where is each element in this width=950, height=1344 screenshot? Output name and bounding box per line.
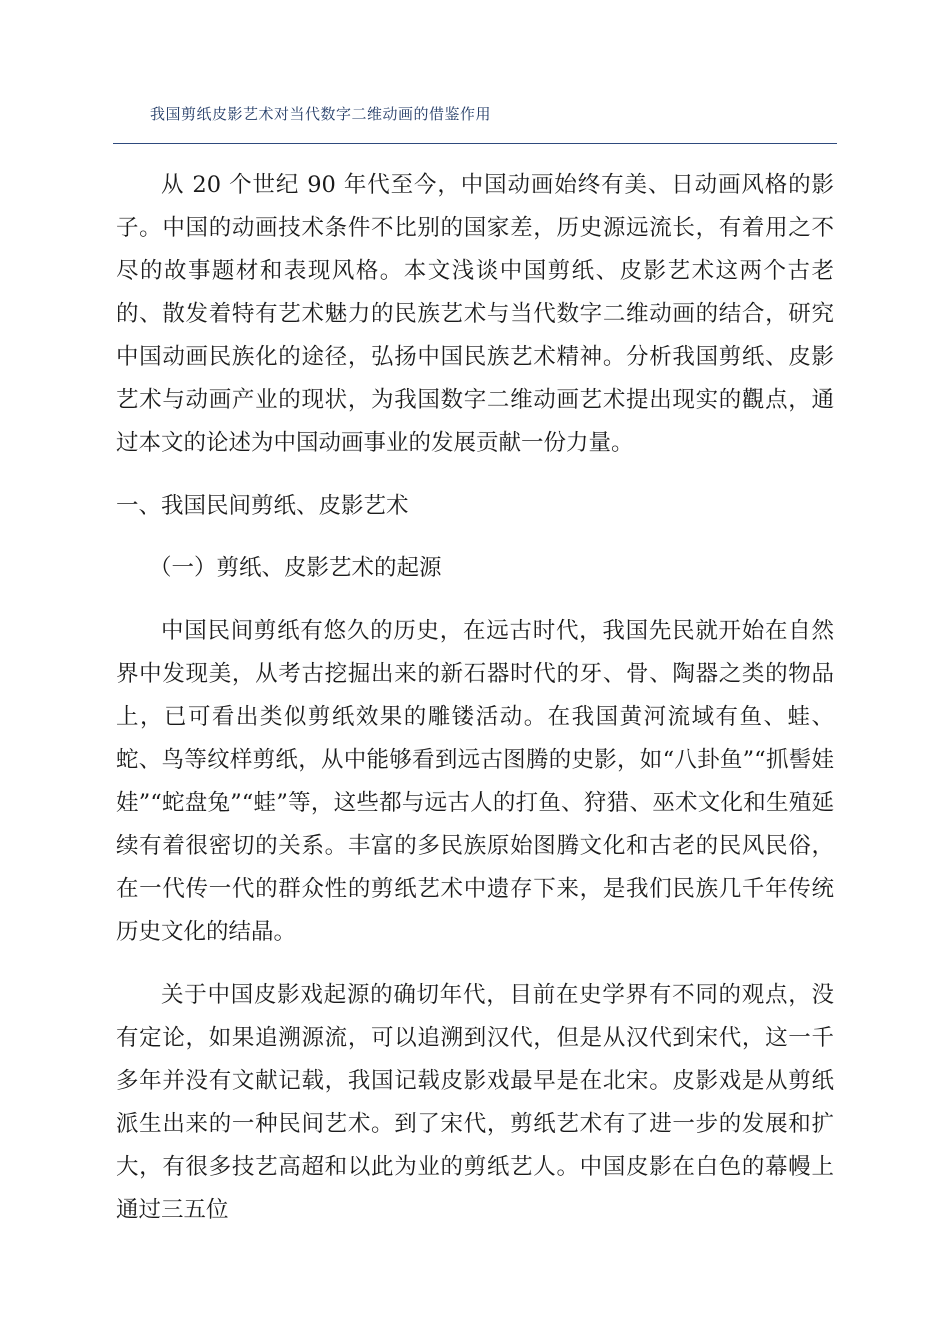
body-paragraph: 中国民间剪纸有悠久的历史，在远古时代，我国先民就开始在自然界中发现美，从考古挖掘出来的新石器时代的牙、骨、陶器之类的物品上，已可看出类似剪纸效果的雕镂活动。在我国黄河流域有鱼、蛙、蛇、鸟等纹样剪纸，从中能够看到远古图腾的史影，如“八卦鱼”“抓髻娃娃”“蛇盘兔”“蛙”等，这些都与远古人的打鱼、狩猎、巫术文化和生殖延续有着很密切的关系。丰富的多民族原始图腾文化和古老的民风民俗，在一代传一代的群众性的剪纸艺术中遗存下来，是我们民族几千年传统历史文化的结晶。 (116, 618, 834, 945)
body-paragraph: 关于中国皮影戏起源的确切年代，目前在史学界有不同的观点，没有定论，如果追溯源流，可以追溯到汉代，但是从汉代到宋代，这一千多年并没有文献记载，我国记载皮影戏最早是在北宋。皮影戏是从剪纸派生出来的一种民间艺术。到了宋代，剪纸艺术有了进一步的发展和扩大，有很多技艺高超和以此为业的剪纸艺人。中国皮影在白色的幕幔上通过三五位 (116, 982, 834, 1223)
running-header: 我国剪纸皮影艺术对当代数字二维动画的借鉴作用 (150, 105, 492, 123)
document-body (116, 164, 834, 1232)
section-heading: 一、我国民间剪纸、皮影艺术 (116, 493, 409, 519)
header-divider (113, 143, 837, 144)
subsection-heading: （一）剪纸、皮影艺术的起源 (149, 555, 442, 581)
intro-paragraph: 从 20 个世纪 90 年代至今，中国动画始终有美、日动画风格的影子。中国的动画技术条件不比别的国家差，历史源远流长，有着用之不尽的故事题材和表现风格。本文浅谈中国剪纸、皮影艺术这两个古老的、散发着特有艺术魅力的民族艺术与当代数字二维动画的结合，研究中国动画民族化的途径，弘扬中国民族艺术精神。分析我国剪纸、皮影艺术与动画产业的现状，为我国数字二维动画艺术提出现实的觀点，通过本文的论述为中国动画事业的发展贡献一份力量。 (116, 172, 834, 456)
